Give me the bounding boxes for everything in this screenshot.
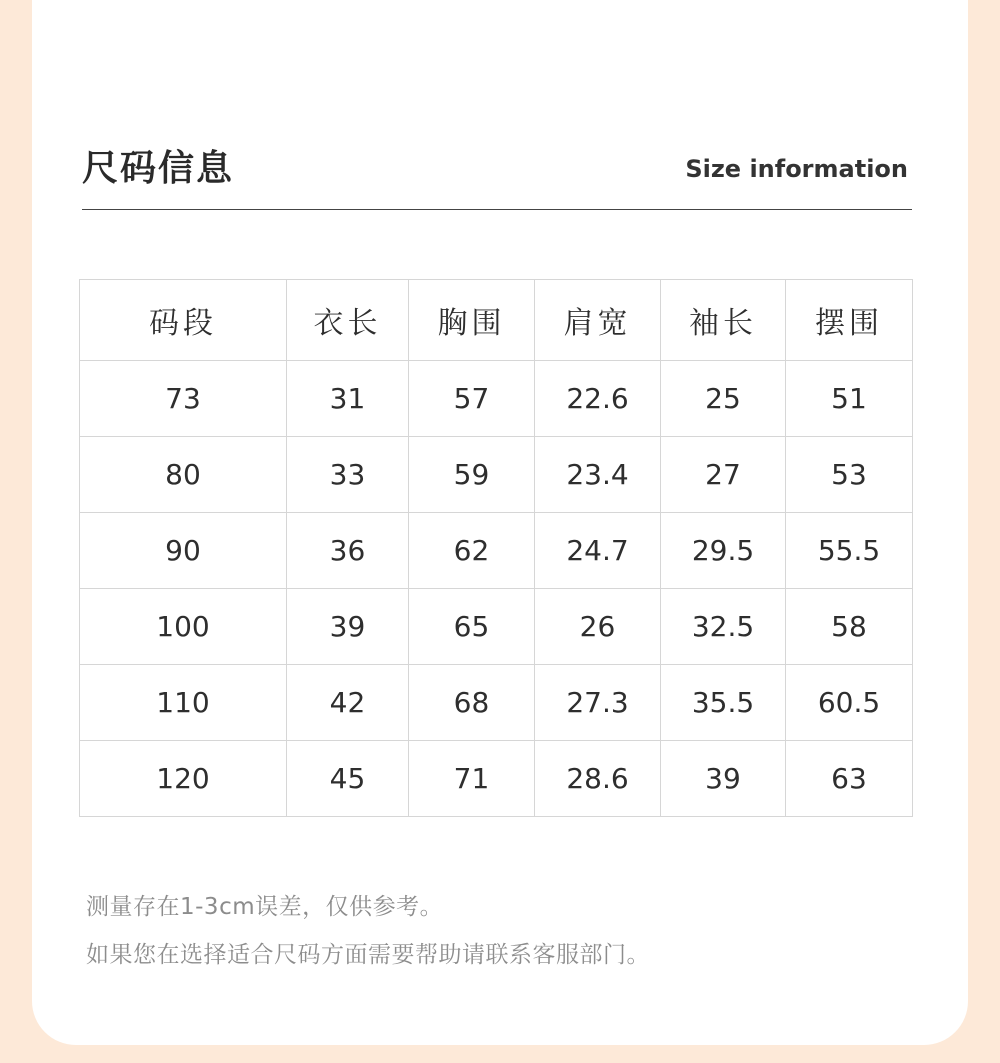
table-cell: 24.7 [535,513,661,589]
column-header-size-range: 码段 [80,280,287,361]
table-cell: 120 [80,741,287,817]
title-divider [82,209,912,210]
column-header-hem: 摆围 [786,280,913,361]
size-info-card [32,0,968,1045]
table-row [80,437,913,513]
table-cell: 53 [786,437,913,513]
table-cell: 73 [80,361,287,437]
table-cell: 25 [661,361,786,437]
table-cell: 90 [80,513,287,589]
contact-support-note: 如果您在选择适合尺码方面需要帮助请联系客服部门。 [86,942,650,968]
table-cell: 36 [287,513,409,589]
table-row [80,589,913,665]
table-cell: 63 [786,741,913,817]
table-cell: 57 [409,361,535,437]
table-cell: 31 [287,361,409,437]
table-cell: 62 [409,513,535,589]
table-row [80,361,913,437]
table-cell: 22.6 [535,361,661,437]
size-table [79,279,913,817]
table-cell: 29.5 [661,513,786,589]
table-cell: 71 [409,741,535,817]
table-cell: 65 [409,589,535,665]
column-header-sleeve: 袖长 [661,280,786,361]
table-cell: 23.4 [535,437,661,513]
table-cell: 26 [535,589,661,665]
table-cell: 80 [80,437,287,513]
table-cell: 60.5 [786,665,913,741]
table-cell: 68 [409,665,535,741]
column-header-shoulder: 肩宽 [535,280,661,361]
table-row [80,513,913,589]
table-row [80,665,913,741]
measurement-error-note: 测量存在1-3cm误差，仅供参考。 [86,894,444,920]
table-cell: 110 [80,665,287,741]
table-cell: 55.5 [786,513,913,589]
table-cell: 39 [661,741,786,817]
table-cell: 45 [287,741,409,817]
table-cell: 42 [287,665,409,741]
table-cell: 27 [661,437,786,513]
table-cell: 51 [786,361,913,437]
section-subtitle: Size information [685,155,908,183]
column-header-length: 衣长 [287,280,409,361]
table-cell: 33 [287,437,409,513]
table-cell: 39 [287,589,409,665]
table-cell: 59 [409,437,535,513]
table-cell: 27.3 [535,665,661,741]
column-header-chest: 胸围 [409,280,535,361]
table-row [80,741,913,817]
table-cell: 32.5 [661,589,786,665]
table-cell: 35.5 [661,665,786,741]
table-cell: 100 [80,589,287,665]
table-header-row [80,280,913,361]
table-cell: 58 [786,589,913,665]
table-cell: 28.6 [535,741,661,817]
section-title: 尺码信息 [82,148,235,189]
